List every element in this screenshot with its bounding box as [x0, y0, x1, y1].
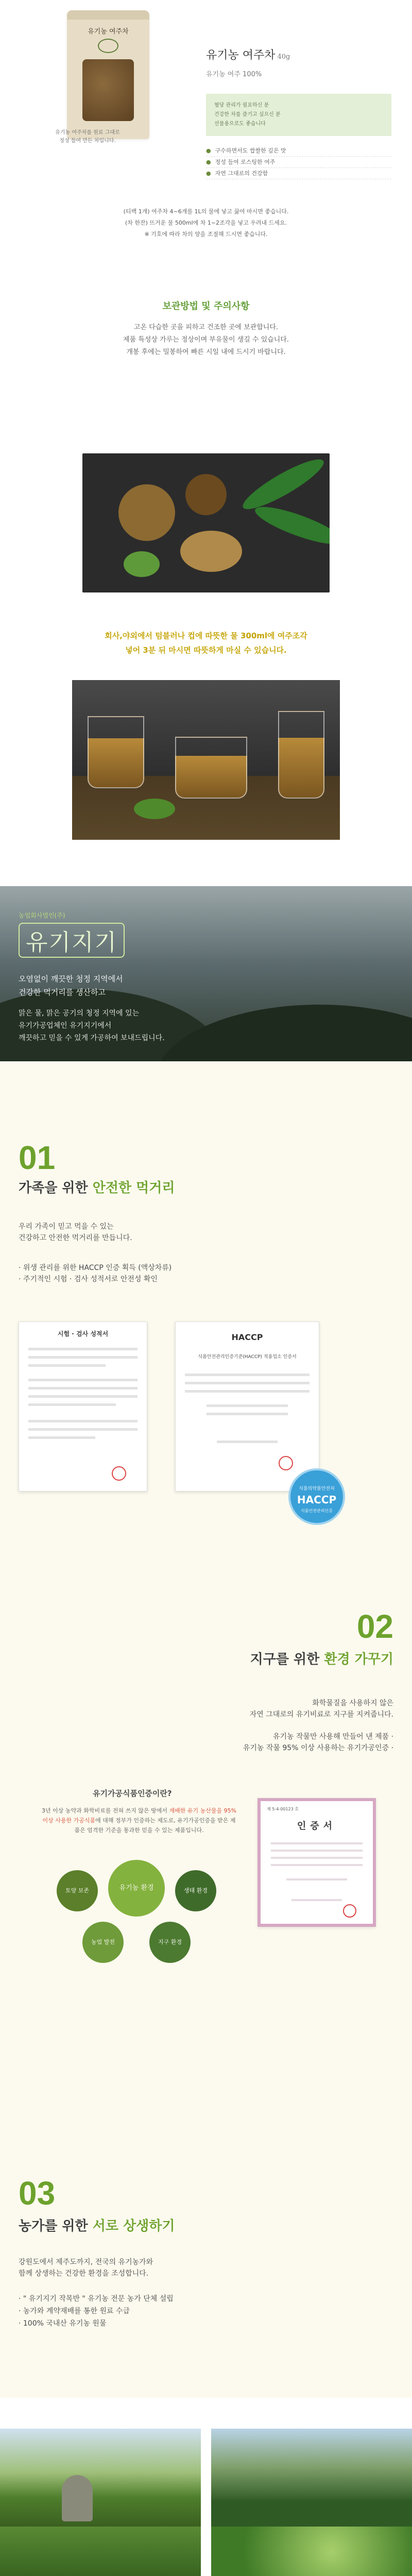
banner-line: 맑은 물, 맑은 공기의 청정 지역에 있는: [19, 1009, 140, 1018]
brew-section: [0, 592, 412, 680]
stamp-icon: [279, 1456, 293, 1470]
doc-title: HACCP: [231, 1332, 263, 1342]
bittermelon-shape: [124, 551, 160, 577]
stamp-icon: [112, 1466, 126, 1481]
doc-line: [28, 1356, 138, 1359]
product-info: [206, 46, 391, 179]
organic-text-highlight: 재배한 유기 농산물을 95% 이상 사용한 가공식품: [42, 1807, 237, 1824]
desc-line: 우리 가족이 믿고 먹을 수 있는: [19, 1223, 114, 1231]
section-number: 01: [19, 1139, 56, 1176]
value-bubble: 생태 환경: [175, 1870, 216, 1911]
doc-line: [271, 1842, 363, 1844]
bittermelon-vine-photo: [211, 2527, 412, 2576]
mountain-farm-photo: [211, 2429, 412, 2527]
cert-number: 제 5-4-00123 호: [267, 1807, 299, 1811]
desc-line: 유기농 작물만 사용해 만들어 낸 제품 ·: [272, 1733, 393, 1741]
storage-line: 고온 다습한 곳을 피하고 건조한 곳에 보관합니다.: [133, 324, 279, 331]
brand-logo: 유기지기: [19, 923, 125, 958]
badge-main-text: HACCP: [297, 1494, 337, 1506]
doc-line: [271, 1857, 363, 1859]
product-name: 유기농 여주차: [206, 49, 276, 62]
doc-line: [291, 1899, 342, 1901]
banner-text-secondary: [19, 1007, 165, 1044]
dried-bittermelon-photo: [82, 453, 330, 592]
doc-line: [28, 1420, 138, 1422]
doc-line: [28, 1395, 138, 1398]
doc-line: [185, 1382, 310, 1384]
banner-text: [19, 972, 165, 999]
desc-line: 함께 상생하는 건강한 환경을 조성합니다.: [19, 2269, 149, 2278]
storage-text: [0, 321, 412, 359]
howto-text: [0, 206, 412, 240]
tea-pot-shape: [175, 737, 247, 799]
heading-accent: 서로 상생하기: [92, 2218, 175, 2234]
desc-line: 화학물질을 사용하지 않은: [312, 1699, 393, 1707]
recommend-box: [206, 94, 391, 136]
bowl-shape: [118, 484, 175, 541]
feature-item: [206, 168, 391, 179]
heading-text: 농가를 위한: [19, 2218, 88, 2234]
bowl-shape: [185, 474, 227, 515]
product-subtitle: 유기농 여주 100%: [206, 71, 262, 78]
bullet-item: · 위생 관리를 위한 HACCP 인증 획득 (액상차류): [19, 1264, 172, 1272]
value-bubble: 지구 환경: [149, 1922, 191, 1963]
organic-text-part: 에 대해 정부가 인증하는 제도로, 유기가공인증을 받은 제품은 엄격한 기준을 통과한 믿을 수 있는 제품입니다.: [74, 1817, 236, 1834]
bittermelon-slices: [180, 531, 242, 572]
heading-text: 지구를 위한: [250, 1652, 320, 1667]
section-03: [0, 2174, 412, 2398]
farmer-shape: [62, 2475, 93, 2521]
heading-accent: 환경 가꾸기: [324, 1652, 393, 1667]
bullet-item: · 주기적인 시험 · 검사 성적서로 안전성 확인: [19, 1275, 158, 1283]
feature-list: [206, 145, 391, 179]
value-bubble-center: 유기농 환경: [108, 1860, 165, 1917]
brewed-tea-photo: [72, 680, 340, 840]
section-desc: [19, 1221, 132, 1244]
pouch-zip: [67, 10, 149, 20]
section-heading: [250, 1649, 393, 1668]
howto-line: ※ 기호에 따라 차의 양을 조절해 드시면 좋습니다.: [144, 231, 268, 238]
recommend-line: 혈당 관리가 필요하신 분: [214, 103, 269, 108]
stamp-icon: [343, 1904, 356, 1918]
feature-text: 정성 들여 로스팅한 여주: [215, 159, 276, 165]
doc-line: [28, 1364, 106, 1367]
section-bullets: [19, 2293, 174, 2330]
bullet-item: · 100% 국내산 유기농 원물: [19, 2319, 107, 2328]
bullet-item: · " 유기지기 작목반 " 유기농 전문 농가 단체 설립: [19, 2295, 174, 2303]
doc-line: [28, 1379, 138, 1381]
product-intro: [0, 0, 412, 289]
feature-text: 구수하면서도 쌉쌀한 깊은 맛: [215, 147, 286, 154]
badge-bottom-text: 식품안전관리인증: [301, 1509, 333, 1513]
doc-line: [207, 1404, 288, 1407]
farm-photos: [0, 2398, 412, 2576]
brand-banner: [0, 886, 412, 1061]
test-report-document: [19, 1321, 147, 1492]
section-heading: [19, 2215, 175, 2234]
doc-line: [28, 1348, 138, 1350]
desc-line: 자연 그대로의 유기비료로 지구를 지켜줍니다.: [249, 1710, 393, 1719]
doc-line: [28, 1403, 116, 1406]
product-weight: 40g: [277, 53, 290, 61]
doc-subtitle: 식품안전관리인증기준(HACCP) 적용업소 인증서: [198, 1354, 297, 1360]
haccp-certificate-document: [175, 1321, 319, 1492]
tea-cup-shape: [88, 716, 144, 788]
desc-line: 건강하고 안전한 먹거리를 만듭니다.: [19, 1234, 132, 1242]
banner-line: 깨끗하고 믿을 수 있게 가공하여 보내드립니다.: [19, 1034, 165, 1042]
feature-item: [206, 157, 391, 168]
values-area: [0, 1061, 412, 2398]
brew-line: 회사,야외에서 텀블러나 컵에 따뜻한 물 300ml에 여주조각: [105, 631, 307, 640]
banner-content: [19, 911, 165, 1044]
section-desc-secondary: [243, 1731, 393, 1754]
cert-title: 인증서: [297, 1821, 337, 1832]
organic-text-part: 3년 이상 농약과 화학비료를 전혀 쓰지 않은 땅에서: [41, 1807, 167, 1814]
storage-line: 개봉 후에는 밀봉하여 빠른 시일 내에 드시기 바랍니다.: [126, 348, 286, 356]
section-desc: [250, 1698, 393, 1720]
bittermelon-shape: [134, 799, 175, 819]
leaf-shape: [238, 453, 329, 516]
tea-jar-shape: [278, 711, 324, 799]
doc-line: [207, 1413, 288, 1415]
pouch-caption: [10, 129, 165, 145]
leaf-icon: ●: [206, 159, 211, 165]
leaf-icon: ●: [206, 147, 211, 154]
doc-line: [286, 1878, 347, 1880]
bullet-item: · 농가와 계약재배를 통한 원료 수급: [19, 2307, 130, 2315]
doc-line: [28, 1428, 138, 1431]
farm-field-photo: [0, 2429, 201, 2527]
leaf-shape: [252, 500, 330, 551]
leaf-icon: ●: [206, 170, 211, 177]
doc-line: [271, 1850, 363, 1852]
storage-line: 제품 특성상 가루는 정상이며 부유물이 생길 수 있습니다.: [123, 336, 289, 344]
haccp-badge-icon: [288, 1468, 345, 1525]
section-bullets: [19, 1262, 171, 1285]
section-01: [0, 1061, 412, 1582]
organic-cert-text: [41, 1806, 237, 1835]
section-number: 02: [356, 1608, 393, 1645]
mountain-shape: [154, 1005, 412, 1061]
company-type: 농업회사법인(주): [19, 912, 65, 919]
storage-section: [0, 289, 412, 453]
banner-line: 유기가공업체인 유기지기에서: [19, 1022, 112, 1030]
doc-line: [28, 1436, 95, 1439]
doc-line: [185, 1390, 310, 1393]
desc-line: 강원도에서 제주도까지, 전국의 유기농가와: [19, 2258, 153, 2266]
heading-text: 가족을 위한: [19, 1180, 88, 1196]
howto-line: (차 한잔) 뜨거운 물 500ml에 차 1~2조각을 넣고 우려내 드세요.: [125, 219, 287, 226]
spacer: [0, 840, 412, 886]
brew-text: [0, 629, 412, 657]
organic-certificate-document: [258, 1798, 376, 1927]
brew-line: 넣어 3분 뒤 마시면 따뜻하게 마실 수 있습니다.: [125, 646, 287, 655]
feature-item: [206, 145, 391, 157]
doc-line: [185, 1374, 310, 1376]
value-bubble: 토양 보존: [57, 1870, 98, 1911]
pouch-window: [82, 59, 134, 121]
howto-line: (티백 1개) 여주차 4~6개를 1L의 물에 넣고 끓여 마시면 좋습니다.: [123, 208, 289, 215]
recommend-line: 건강한 차를 즐기고 싶으신 분: [214, 112, 281, 117]
desc-line: 유기농 작물 95% 이상 사용하는 유기가공인증 ·: [243, 1744, 393, 1752]
banner-line: 오염없이 깨끗한 청정 지역에서: [19, 974, 123, 984]
section-desc: [19, 2257, 153, 2279]
organic-cert-heading: 유기가공식품인증이란?: [93, 1789, 172, 1798]
section-heading: [19, 1177, 175, 1196]
pouch-logo-icon: [98, 39, 118, 53]
crop-field-photo: [0, 2527, 201, 2576]
doc-line: [217, 1440, 278, 1443]
heading-accent: 안전한 먹거리: [92, 1180, 175, 1196]
doc-line: [271, 1864, 363, 1866]
pouch-caption-line: 유기농 여주차를 원료 그대로: [55, 130, 120, 135]
recommend-line: 선물용으로도 좋습니다: [214, 121, 266, 127]
section-02: [0, 1582, 412, 2174]
banner-line: 건강한 먹거리를 생산하고: [19, 988, 106, 997]
pouch-caption-line: 정성 들여 만든 차입니다.: [59, 138, 116, 144]
badge-top-text: 식품의약품안전처: [299, 1486, 335, 1492]
section-number: 03: [19, 2175, 56, 2212]
pouch-label: 유기농 여주차: [88, 28, 129, 36]
doc-title: 시험 · 검사 성적서: [57, 1330, 109, 1337]
doc-line: [28, 1387, 138, 1389]
value-bubble: 농업 발전: [82, 1922, 124, 1963]
product-title: [206, 46, 391, 62]
feature-text: 자연 그대로의 건강함: [215, 170, 268, 177]
storage-heading: 보관방법 및 주의사항: [162, 301, 250, 312]
